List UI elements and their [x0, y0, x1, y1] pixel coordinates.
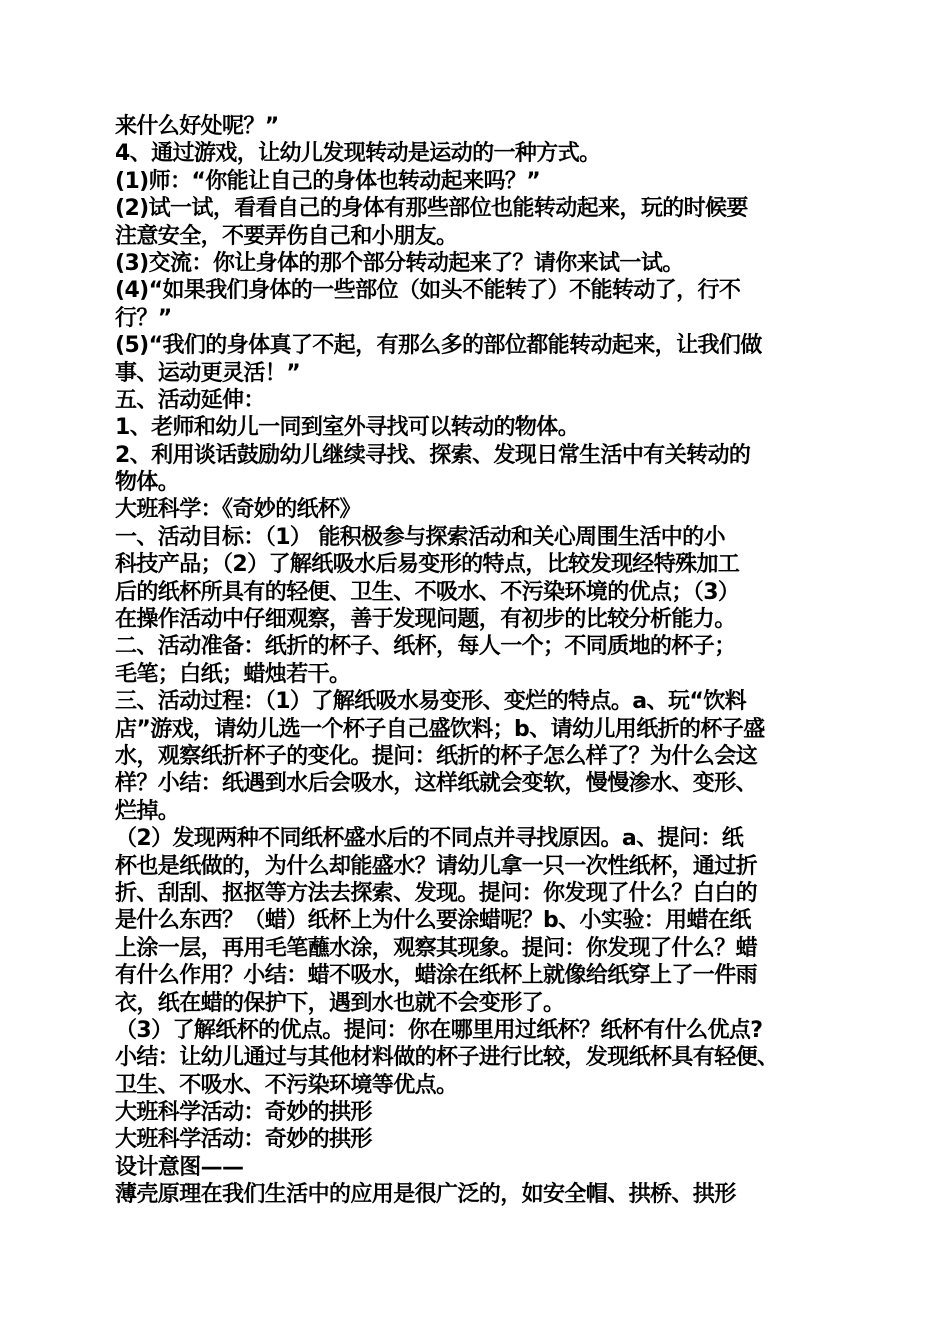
text-line: （2）发现两种不同纸杯盛水后的不同点并寻找原因。a、提问：纸 [115, 826, 744, 852]
text-line: 折、刮刮、抠抠等方法去探索、发现。提问：你发现了什么？白白的 [115, 880, 758, 906]
text-line: 薄壳原理在我们生活中的应用是很广泛的，如安全帽、拱桥、拱形 [115, 1182, 736, 1208]
text-line: 事、运动更灵活！” [115, 360, 301, 386]
text-line: 三、活动过程：（1）了解纸吸水易变形、变烂的特点。a、玩“饮料 [115, 689, 747, 715]
text-line: 在操作活动中仔细观察，善于发现问题，有初步的比较分析能力。 [115, 607, 736, 633]
text-line: 样？小结：纸遇到水后会吸水，这样纸就会变软，慢慢渗水、变形、 [115, 771, 758, 797]
text-line: 上涂一层，再用毛笔蘸水涂，观察其现象。提问：你发现了什么？蜡 [115, 935, 758, 961]
text-line: 水，观察纸折杯子的变化。提问：纸折的杯子怎么样了？为什么会这 [115, 743, 758, 769]
text-line: 后的纸杯所具有的轻便、卫生、不吸水、不污染环境的优点；（3） [115, 579, 740, 605]
text-line: 店”游戏，请幼儿选一个杯子自己盛饮料；b、请幼儿用纸折的杯子盛 [115, 716, 765, 742]
section-heading: 设计意图—— [115, 1154, 244, 1180]
text-line: 来什么好处呢？” [115, 114, 279, 139]
text-line: 二、活动准备：纸折的杯子、纸杯，每人一个；不同质地的杯子； [115, 634, 736, 660]
text-line: 是什么东西？（蜡）纸杯上为什么要涂蜡呢？b、小实验：用蜡在纸 [115, 908, 751, 934]
text-line: 注意安全，不要弄伤自己和小朋友。 [115, 223, 458, 249]
text-line: (5)“我们的身体真了不起，有那么多的部位都能转动起来，让我们做 [115, 333, 762, 359]
text-line: (3)交流：你让身体的那个部分转动起来了？请你来试一试。 [115, 250, 684, 276]
text-line: 行？” [115, 305, 172, 331]
text-line: 4、通过游戏，让幼儿发现转动是运动的一种方式。 [115, 141, 601, 167]
text-line: 衣，纸在蜡的保护下，遇到水也就不会变形了。 [115, 990, 565, 1016]
text-line: 杯也是纸做的，为什么却能盛水？请幼儿拿一只一次性纸杯，通过折 [115, 853, 758, 879]
text-line: 2、利用谈话鼓励幼儿继续寻找、探索、发现日常生活中有关转动的 [115, 442, 751, 468]
lesson-title: 大班科学：《奇妙的纸杯》 [115, 497, 361, 523]
text-line: 科技产品；（2）了解纸吸水后易变形的特点，比较发现经特殊加工 [115, 552, 740, 578]
lesson-title: 大班科学活动：奇妙的拱形 [115, 1100, 372, 1126]
lesson-title: 大班科学活动：奇妙的拱形 [115, 1127, 372, 1153]
text-line: (2)试一试，看看自己的身体有那些部位也能转动起来，玩的时候要 [115, 196, 748, 222]
text-line: 毛笔；白纸；蜡烛若干。 [115, 661, 351, 687]
text-line: 烂掉。 [115, 798, 180, 824]
text-line: 物体。 [115, 470, 180, 496]
text-line: 有什么作用？小结：蜡不吸水，蜡涂在纸杯上就像给纸穿上了一件雨 [115, 963, 758, 989]
text-line: (4)“如果我们身体的一些部位（如头不能转了）不能转动了，行不 [115, 278, 741, 304]
text-line: 一、活动目标：（1） 能积极参与探索活动和关心周围生活中的小 [115, 524, 725, 550]
document-page [115, 113, 850, 1209]
text-line: (1)师：“你能让自己的身体也转动起来吗？” [115, 168, 541, 194]
text-line: 1、老师和幼儿一同到室外寻找可以转动的物体。 [115, 415, 580, 441]
text-line: 小结：让幼儿通过与其他材料做的杯子进行比较，发现纸杯具有轻便、 [115, 1045, 779, 1071]
section-heading: 五、活动延伸： [115, 387, 265, 413]
text-line: 卫生、不吸水、不污染环境等优点。 [115, 1072, 458, 1098]
text-line: （3）了解纸杯的优点。提问：你在哪里用过纸杯？纸杯有什么优点? [115, 1017, 763, 1043]
